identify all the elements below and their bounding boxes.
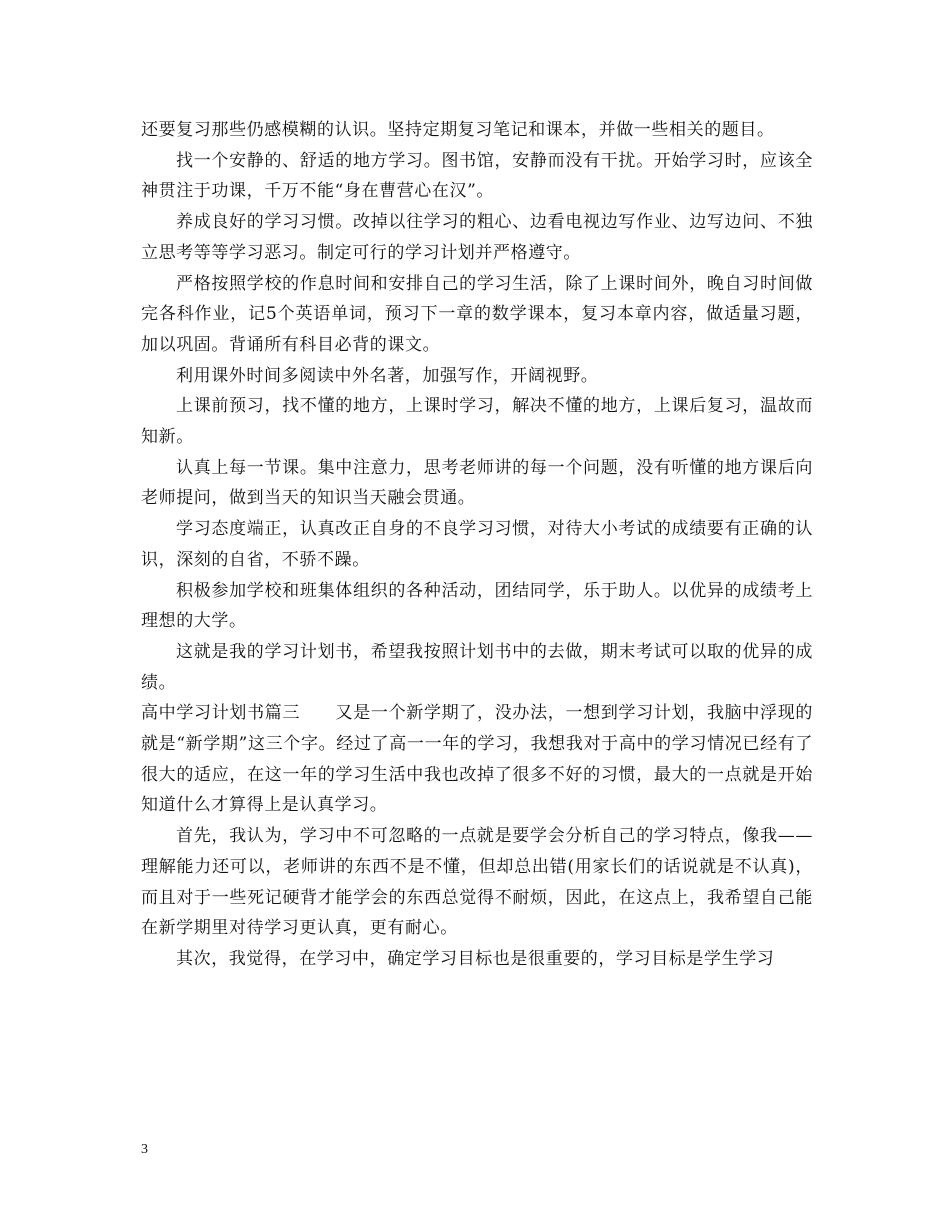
paragraph: 认真上每一节课。集中注意力，思考老师讲的每一个问题，没有听懂的地方课后向老师提问，做到当天的知识当天融会贯通。	[141, 457, 813, 509]
paragraph: 学习态度端正，认真改正自身的不良学习习惯，对待大小考试的成绩要有正确的认识，深刻的自省，不骄不躁。	[141, 519, 813, 570]
paragraph: 上课前预习，找不懂的地方，上课时学习，解决不懂的地方，上课后复习，温故而知新。	[141, 396, 813, 448]
document-body	[141, 115, 813, 975]
paragraph: 还要复习那些仍感模糊的认识。坚持定期复习笔记和课本，并做一些相关的题目。	[141, 120, 775, 140]
paragraph: 严格按照学校的作息时间和安排自己的学习生活，除了上课时间外，晚自习时间做完各科作业，记5个英语单词，预习下一章的数学课本，复习本章内容，做适量习题，加以巩固。背诵所有科目必背的课文。	[141, 273, 813, 355]
paragraph: 首先，我认为，学习中不可忽略的一点就是要学会分析自己的学习特点，像我——理解能力还可以，老师讲的东西不是不懂，但却总出错(用家长们的话说就是不认真)，而且对于一些死记硬背才能学会的东西总觉得不耐烦，因此，在这点上，我希望自己能在新学期里对待学习更认真，更有耐心。	[141, 826, 813, 939]
paragraph: 这就是我的学习计划书，希望我按照计划书中的去做，期末考试可以取的优异的成绩。	[141, 641, 813, 693]
paragraph: 找一个安静的、舒适的地方学习。图书馆，安静而没有干扰。开始学习时，应该全神贯注于功课，千万不能“身在曹营心在汉”。	[141, 150, 813, 202]
paragraph: 积极参加学校和班集体组织的各种活动，团结同学，乐于助人。以优异的成绩考上理想的大学。	[141, 580, 813, 632]
page-number: 3	[141, 1142, 148, 1157]
paragraph: 其次，我觉得，在学习中，确定学习目标也是很重要的，学习目标是学生学习	[176, 948, 775, 969]
paragraph: 利用课外时间多阅读中外名著，加强写作，开阔视野。	[176, 365, 599, 386]
section-paragraph: 高中学习计划书篇三 又是一个新学期了，没办法，一想到学习计划，我脑中浮现的就是“新学期”这三个字。经过了高一一年的学习，我想我对于高中的学习情况已经有了很大的适应，在这一年的学习生活中我也改掉了很多不好的习惯，最大的一点就是开始知道什么才算得上是认真学习。	[141, 703, 813, 816]
paragraph: 养成良好的学习习惯。改掉以往学习的粗心、边看电视边写作业、边写边问、不独立思考等等学习恶习。制定可行的学习计划并严格遵守。	[141, 212, 813, 263]
